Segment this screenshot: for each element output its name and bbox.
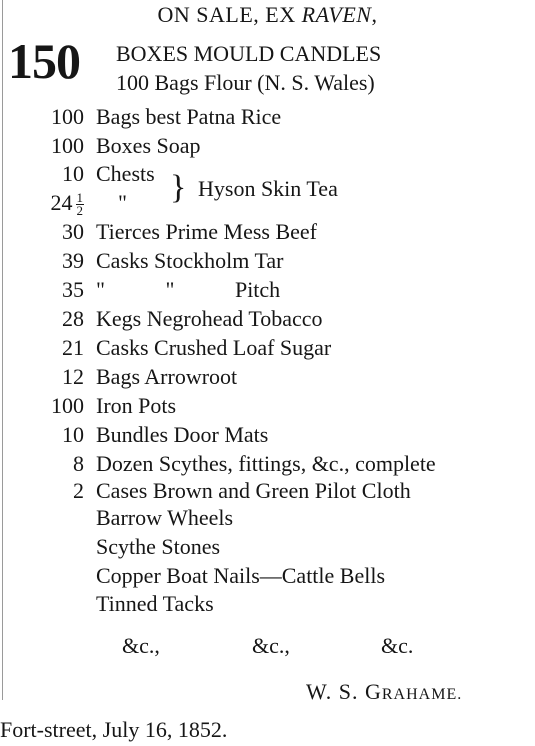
fraction: [76, 192, 85, 217]
item-desc: Dozen Scythes, fittings, &c., complete: [96, 451, 436, 476]
item-desc: Cases Brown and Green Pilot Cloth: [96, 478, 411, 503]
item-desc: Chests: [96, 161, 155, 186]
item-desc: Casks Crushed Loaf Sugar: [96, 335, 332, 360]
item-desc: Kegs Negrohead Tobacco: [96, 306, 323, 331]
signature: [306, 679, 462, 705]
item-desc: " " Pitch: [96, 277, 281, 302]
item-qty: 10: [62, 161, 84, 186]
item-qty: 8: [73, 451, 84, 476]
item-desc: Bags Arrowroot: [96, 364, 238, 389]
item-qty-with-fraction: [0, 189, 84, 217]
item-qty: 10: [62, 422, 84, 447]
item-desc: Casks Stockholm Tar: [96, 248, 284, 273]
item-qty: 30: [62, 219, 84, 244]
item-qty: 12: [62, 364, 84, 389]
heading-suffix: ,: [371, 2, 378, 27]
item-qty: 100: [51, 104, 84, 129]
item-qty: 100: [51, 393, 84, 418]
fraction-denominator: 2: [76, 203, 83, 219]
etc-mark: &c.,: [122, 633, 160, 658]
item-qty: 100: [51, 133, 84, 158]
lead-quantity: 150: [8, 33, 80, 89]
item-desc: Boxes Soap: [96, 133, 201, 158]
etc-mark: &c.: [381, 633, 414, 658]
item-desc: Tinned Tacks: [96, 591, 214, 616]
item-qty-value: 24: [50, 190, 73, 215]
lead-line-2: 100 Bags Flour (N. S. Wales): [116, 70, 375, 95]
item-qty: 2: [73, 478, 84, 503]
item-desc: Bundles Door Mats: [96, 422, 269, 447]
item-qty: 28: [62, 306, 84, 331]
item-qty: 35: [62, 277, 84, 302]
item-desc: Bags best Patna Rice: [96, 104, 282, 129]
fraction-numerator: 1: [76, 190, 83, 206]
item-desc: Iron Pots: [96, 393, 177, 418]
footer-dateline: Fort-street, July 16, 1852.: [0, 717, 228, 742]
etc-mark: &c.,: [252, 633, 290, 658]
heading-prefix: ON SALE, EX: [157, 2, 296, 27]
item-desc: Scythe Stones: [96, 534, 221, 559]
lead-line-1: BOXES MOULD CANDLES: [116, 41, 382, 66]
signature-initials: W. S. G: [306, 679, 382, 704]
heading: [0, 2, 535, 28]
item-qty: 39: [62, 248, 84, 273]
item-desc: Tierces Prime Mess Beef: [96, 219, 317, 244]
item-qty: 21: [62, 335, 84, 360]
item-desc: Copper Boat Nails—Cattle Bells: [96, 563, 386, 588]
brace-icon: }: [170, 169, 187, 206]
signature-surname: RAHAME.: [381, 686, 463, 703]
ship-name: RAVEN: [301, 2, 372, 27]
item-desc: Barrow Wheels: [96, 505, 234, 530]
grouped-item-label: Hyson Skin Tea: [198, 176, 338, 201]
item-desc: ": [118, 190, 127, 215]
